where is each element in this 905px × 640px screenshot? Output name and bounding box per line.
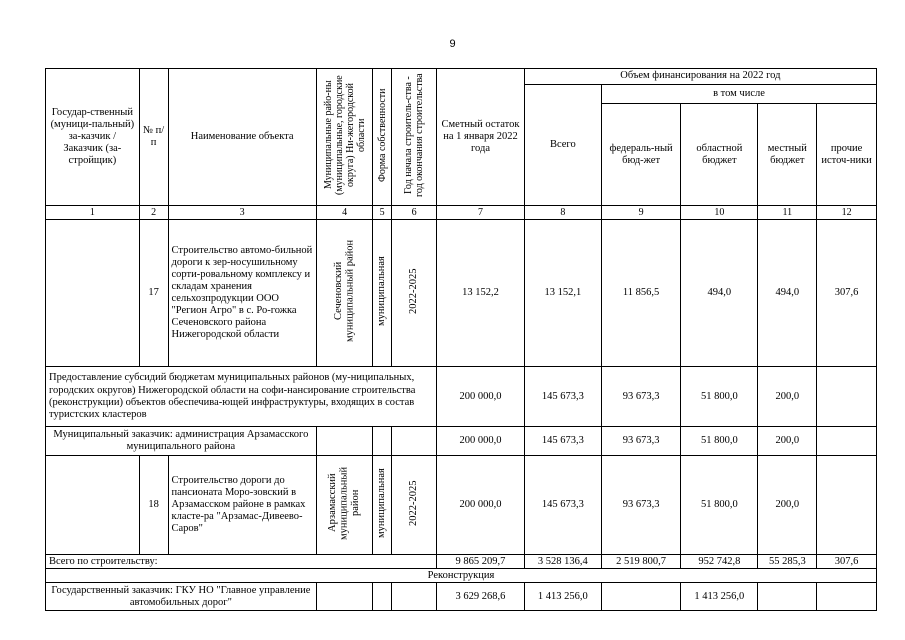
arzamas-estimate: 200 000,0	[437, 427, 525, 456]
row17-years: 2022-2025	[391, 220, 436, 367]
construction-total-label: Всего по строительству:	[46, 555, 437, 569]
construction-total-federal: 2 519 800,7	[601, 555, 680, 569]
table-row-17	[46, 220, 877, 367]
arzamas-customer-row	[46, 427, 877, 456]
arzamas-empty-years	[391, 427, 436, 456]
header-num: № п/п	[139, 69, 168, 206]
header-other: прочие источ-ники	[817, 104, 877, 206]
col-num: 9	[601, 206, 680, 220]
row18-local: 200,0	[758, 456, 817, 555]
header-federal: федераль-ный бюд-жет	[601, 104, 680, 206]
row17-total: 13 152,1	[524, 220, 601, 367]
financing-table	[45, 68, 877, 611]
header-row-1	[46, 69, 877, 85]
subsidy-label: Предоставление субсидий бюджетам муниципальных районов (му-ниципальных, городских округов) Нижегородской области на софи-нансирование строительства (реконструкции) объектов обеспечива-ющей инфраструктуры, входящих в состав туристских кластеров	[46, 367, 437, 427]
subsidy-regional: 51 800,0	[681, 367, 758, 427]
header-ownership: Форма собственности	[373, 69, 392, 206]
col-num: 3	[168, 206, 316, 220]
header-financing: Объем финансирования на 2022 год	[524, 69, 876, 85]
subsidy-other	[817, 367, 877, 427]
row17-estimate: 13 152,2	[437, 220, 525, 367]
col-num: 1	[46, 206, 140, 220]
gku-total: 1 413 256,0	[524, 583, 601, 611]
header-total: Всего	[524, 85, 601, 206]
col-num: 6	[391, 206, 436, 220]
row17-local: 494,0	[758, 220, 817, 367]
row18-regional: 51 800,0	[681, 456, 758, 555]
subsidy-total: 145 673,3	[524, 367, 601, 427]
row17-ownership: муниципальная	[373, 220, 392, 367]
gku-empty-years	[391, 583, 436, 611]
subsidy-estimate: 200 000,0	[437, 367, 525, 427]
col-num: 8	[524, 206, 601, 220]
table-row-18	[46, 456, 877, 555]
row17-num: 17	[139, 220, 168, 367]
header-local: местный бюджет	[758, 104, 817, 206]
row18-other	[817, 456, 877, 555]
header-estimate: Сметный остаток на 1 января 2022 года	[437, 69, 525, 206]
construction-total-row	[46, 555, 877, 569]
construction-total-estimate: 9 865 209,7	[437, 555, 525, 569]
arzamas-other	[817, 427, 877, 456]
col-num: 2	[139, 206, 168, 220]
header-customer: Государ-ственный (муници-пальный) за-казчик / Заказчик (за-стройщик)	[46, 69, 140, 206]
gku-federal	[601, 583, 680, 611]
gku-other	[817, 583, 877, 611]
col-num: 4	[316, 206, 373, 220]
gku-local	[758, 583, 817, 611]
gku-estimate: 3 629 268,6	[437, 583, 525, 611]
header-years: Год начала строитель-ства - год окончания строительства	[391, 69, 436, 206]
construction-total-other: 307,6	[817, 555, 877, 569]
row17-other: 307,6	[817, 220, 877, 367]
arzamas-customer-label: Муниципальный заказчик: администрация Арзамасского муниципального района	[46, 427, 317, 456]
construction-total-local: 55 285,3	[758, 555, 817, 569]
row17-regional: 494,0	[681, 220, 758, 367]
construction-total-total: 3 528 136,4	[524, 555, 601, 569]
subsidy-local: 200,0	[758, 367, 817, 427]
arzamas-regional: 51 800,0	[681, 427, 758, 456]
gku-empty-ownership	[373, 583, 392, 611]
header-districts: Муниципальные райо-ны (муниципальные, городские округа) Ни-жегородской области	[316, 69, 373, 206]
arzamas-empty-district	[316, 427, 373, 456]
arzamas-federal: 93 673,3	[601, 427, 680, 456]
header-object-name: Наименование объекта	[168, 69, 316, 206]
page-number: 9	[449, 38, 456, 50]
reconstruction-title: Реконструкция	[46, 569, 877, 583]
col-num: 10	[681, 206, 758, 220]
row18-estimate: 200 000,0	[437, 456, 525, 555]
reconstruction-section-row	[46, 569, 877, 583]
row18-ownership: муниципальная	[373, 456, 392, 555]
header-regional: областной бюджет	[681, 104, 758, 206]
row18-total: 145 673,3	[524, 456, 601, 555]
row17-district: Сеченовский муниципальный район	[316, 220, 373, 367]
construction-total-regional: 952 742,8	[681, 555, 758, 569]
row18-object-name: Строительство дороги до пансионата Моро-зовский в Арзамасском районе в рамках класте-ра "Арзамас-Дивеево-Саров"	[168, 456, 316, 555]
row18-years: 2022-2025	[391, 456, 436, 555]
row17-federal: 11 856,5	[601, 220, 680, 367]
row17-customer	[46, 220, 140, 367]
gku-customer-row	[46, 583, 877, 611]
arzamas-empty-ownership	[373, 427, 392, 456]
subsidy-federal: 93 673,3	[601, 367, 680, 427]
gku-empty-district	[316, 583, 373, 611]
row18-district: Арзамасский муниципальный район	[316, 456, 373, 555]
col-num: 11	[758, 206, 817, 220]
subsidy-row	[46, 367, 877, 427]
gku-customer-label: Государственный заказчик: ГКУ НО "Главное управление автомобильных дорог"	[46, 583, 317, 611]
gku-regional: 1 413 256,0	[681, 583, 758, 611]
arzamas-total: 145 673,3	[524, 427, 601, 456]
row18-federal: 93 673,3	[601, 456, 680, 555]
col-num: 7	[437, 206, 525, 220]
col-num: 5	[373, 206, 392, 220]
arzamas-local: 200,0	[758, 427, 817, 456]
row18-customer	[46, 456, 140, 555]
col-num: 12	[817, 206, 877, 220]
row18-num: 18	[139, 456, 168, 555]
header-including: в том числе	[601, 85, 876, 104]
row17-object-name: Строительство автомо-бильной дороги к зер-носушильному сорти-ровальному комплексу и складам хранения сельхозпродукции ООО "Регион Агро" в с. Ро-гожка Сеченовского района Нижегородской области	[168, 220, 316, 367]
column-numbers-row	[46, 206, 877, 220]
